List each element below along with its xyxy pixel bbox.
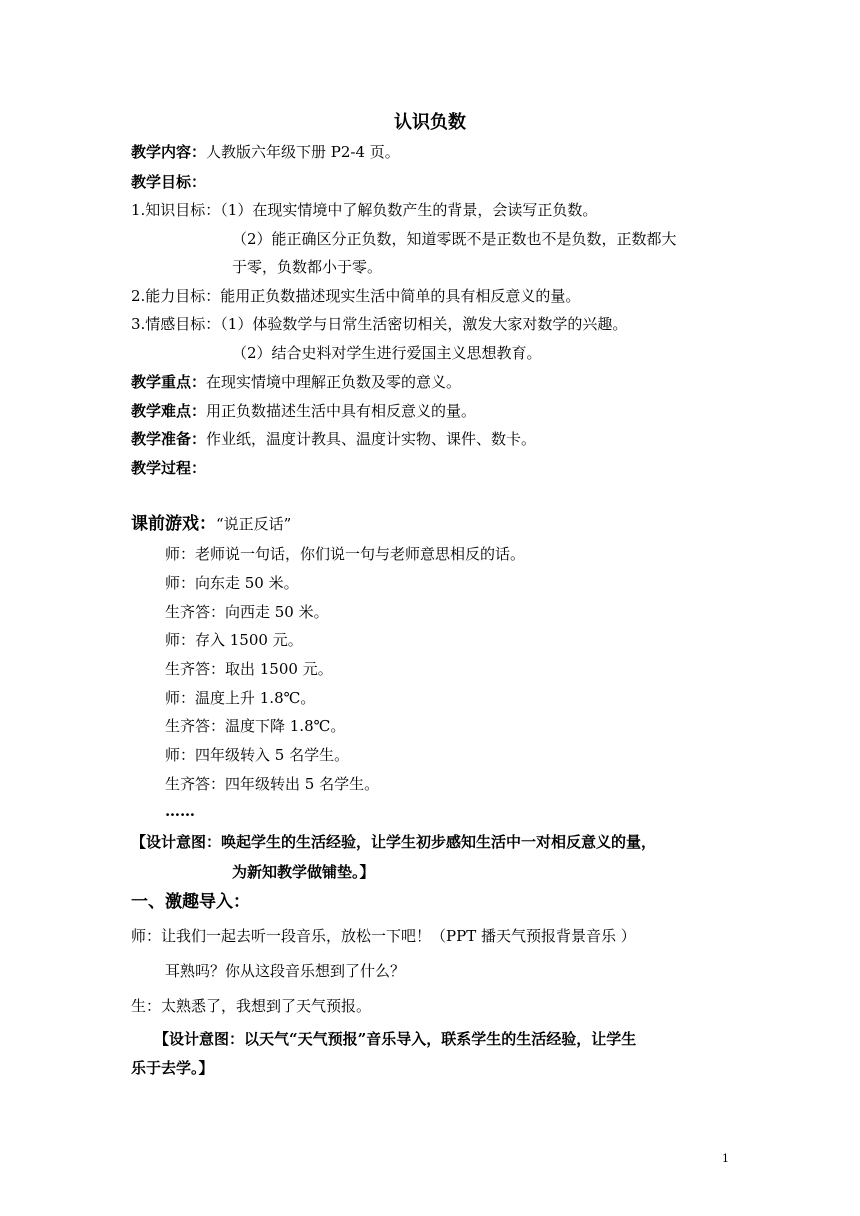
dialogue-line: 师：老师说一句话，你们说一句与老师意思相反的话。: [165, 545, 526, 563]
key-point-label: 教学重点：: [131, 373, 207, 391]
dialogue-line: 生齐答：取出 1500 元。: [165, 660, 333, 678]
dialogue-line: 师：存入 1500 元。: [165, 631, 303, 649]
design-intent-1-line1: 【设计意图：唤起学生的生活经验，让学生初步感知生活中一对相反意义的量，: [131, 833, 657, 851]
teaching-content-text: 人教版六年级下册 P2-4 页。: [206, 143, 400, 161]
goal-knowledge-2: （2）能正确区分正负数，知道零既不是正数也不是负数，正数都大: [232, 230, 677, 248]
goals-heading: 教学目标：: [131, 173, 207, 191]
teacher-line-1: 师：让我们一起去听一段音乐，放松一下吧！（PPT 播天气预报背景音乐 ）: [131, 927, 636, 945]
teacher-line-2: 耳熟吗？你从这段音乐想到了什么？: [165, 962, 406, 980]
dialogue-line: 师：向东走 50 米。: [165, 574, 299, 592]
teaching-content-label: 教学内容：: [131, 143, 207, 161]
difficulty-label: 教学难点：: [131, 402, 207, 420]
student-line: 生：太熟悉了，我想到了天气预报。: [131, 997, 372, 1015]
process-heading: 教学过程：: [131, 459, 207, 477]
goal-knowledge-3: 于零，负数都小于零。: [232, 258, 383, 276]
preparation: [131, 429, 536, 449]
dialogue-line: 生齐答：向西走 50 米。: [165, 603, 329, 621]
page-number: 1: [722, 1152, 729, 1165]
key-point: [131, 372, 461, 392]
design-intent-1-line2: 为新知教学做铺垫。】: [232, 863, 375, 881]
goal-knowledge-1: 1.知识目标：（1）在现实情境中了解负数产生的背景，会读写正负数。: [131, 201, 598, 219]
preparation-text: 作业纸，温度计教具、温度计实物、课件、数卡。: [206, 430, 537, 448]
goal-ability: 2.能力目标：能用正负数描述现实生活中简单的具有相反意义的量。: [131, 287, 581, 305]
dialogue-line: 师：温度上升 1.8℃。: [165, 689, 316, 707]
design-intent-2-line1: 【设计意图：以天气“天气预报”音乐导入，联系学生的生活经验，让学生: [154, 1030, 637, 1048]
preparation-label: 教学准备：: [131, 430, 207, 448]
dialogue-line: 师：四年级转入 5 名学生。: [165, 746, 350, 764]
game-heading: [131, 514, 291, 534]
game-name: “说正反话”: [216, 515, 292, 533]
page-title: 认识负数: [394, 112, 466, 133]
game-heading-label: 课前游戏：: [131, 514, 216, 534]
key-point-text: 在现实情境中理解正负数及零的意义。: [206, 373, 462, 391]
difficulty: [131, 401, 476, 421]
section-heading: 一、激趣导入：: [131, 892, 250, 912]
goal-emotion-2: （2）结合史料对学生进行爱国主义思想教育。: [232, 344, 542, 362]
goal-emotion-1: 3.情感目标：（1）体验数学与日常生活密切相关，激发大家对数学的兴趣。: [131, 315, 628, 333]
dialogue-line: 生齐答：四年级转出 5 名学生。: [165, 775, 380, 793]
teaching-content: [131, 142, 400, 162]
difficulty-text: 用正负数描述生活中具有相反意义的量。: [206, 402, 477, 420]
ellipsis: ……: [165, 802, 195, 820]
dialogue-line: 生齐答：温度下降 1.8℃。: [165, 717, 346, 735]
design-intent-2-line2: 乐于去学。】: [131, 1059, 214, 1077]
